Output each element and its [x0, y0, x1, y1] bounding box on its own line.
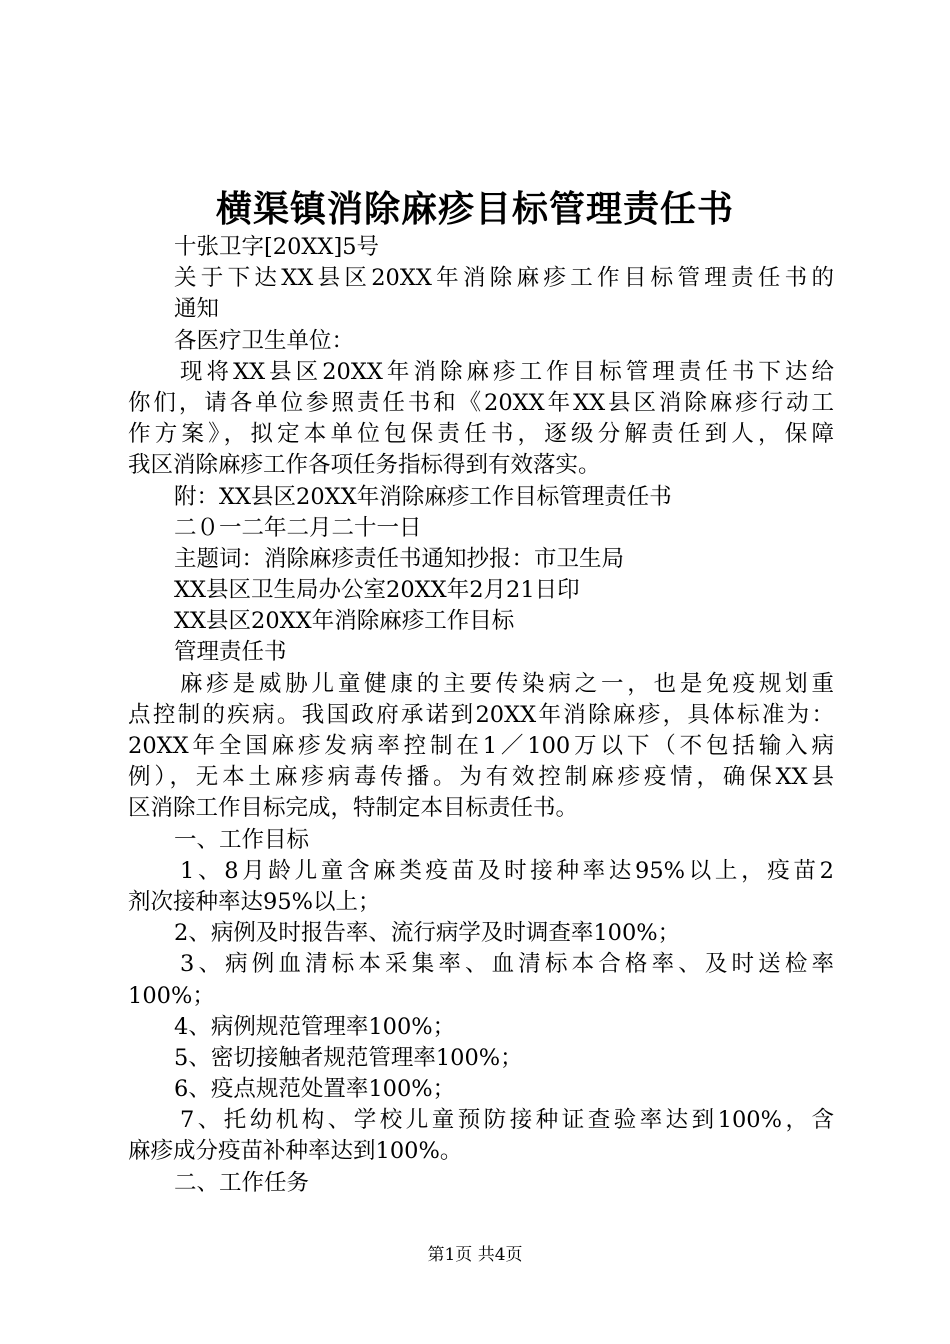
list-item-line: 3、病例血清标本采集率、血清标本合格率、及时送检率	[180, 951, 834, 978]
list-item-line: 6、疫点规范处置率100%；	[174, 1076, 456, 1103]
list-item-line: 2、病例及时报告率、流行病学及时调查率100%；	[174, 920, 681, 947]
notice-title-line: 关于下达XX县区20XX年消除麻疹工作目标管理责任书的	[174, 265, 834, 292]
paragraph-line: 你们，请各单位参照责任书和《20XX年XX县区消除麻疹行动工	[128, 389, 834, 416]
salutation: 各医疗卫生单位：	[174, 327, 355, 354]
list-item-line: 4、病例规范管理率100%；	[174, 1013, 456, 1040]
subject-line: 主题词：消除麻疹责任书通知抄报：市卫生局	[174, 545, 625, 572]
doc-number: 十张卫字[20XX]5号	[174, 234, 380, 260]
paragraph-line: 20XX年全国麻疹发病率控制在1／100万以下（不包括输入病	[128, 733, 834, 759]
list-item-line: 剂次接种率达95%以上；	[128, 888, 381, 915]
paragraph-line: 我区消除麻疹工作各项任务指标得到有效落实。	[128, 452, 601, 479]
section-title-line: XX县区20XX年消除麻疹工作目标	[174, 608, 515, 635]
list-item-line: 7、托幼机构、学校儿童预防接种证查验率达到100%，含	[180, 1107, 834, 1134]
page-number: 第1页 共4页	[427, 1245, 523, 1265]
paragraph-line: 麻疹是威胁儿童健康的主要传染病之一，也是免疫规划重	[180, 670, 834, 697]
list-item-line: 100%；	[128, 982, 215, 1009]
section-heading: 二、工作任务	[174, 1169, 310, 1196]
paragraph-line: 点控制的疾病。我国政府承诺到20XX年消除麻疹，具体标准为：	[128, 701, 834, 728]
document-title: 横渠镇消除麻疹目标管理责任书	[215, 188, 734, 230]
date-line: 二０一二年二月二十一日	[174, 514, 422, 541]
list-item-line: 5、密切接触者规范管理率100%；	[174, 1044, 523, 1071]
paragraph-line: 现将XX县区20XX年消除麻疹工作目标管理责任书下达给	[180, 358, 834, 385]
issuer-line: XX县区卫生局办公室20XX年2月21日印	[174, 577, 580, 604]
paragraph-line: 作方案》，拟定本单位包保责任书，逐级分解责任到人，保障	[128, 421, 834, 448]
paragraph-line: 区消除工作目标完成，特制定本目标责任书。	[128, 795, 579, 822]
section-heading: 一、工作目标	[174, 826, 310, 853]
list-item-line: 麻疹成分疫苗补种率达到100%。	[128, 1138, 463, 1165]
list-item-line: 1、8月龄儿童含麻类疫苗及时接种率达95%以上，疫苗2	[180, 857, 834, 884]
document-body	[128, 232, 834, 1199]
attachment-line: 附：XX县区20XX年消除麻疹工作目标管理责任书	[174, 483, 672, 510]
paragraph-line: 例），无本土麻疹病毒传播。为有效控制麻疹疫情，确保XX县	[128, 764, 834, 791]
notice-title-line: 通知	[174, 296, 220, 323]
section-title-line: 管理责任书	[174, 639, 287, 666]
